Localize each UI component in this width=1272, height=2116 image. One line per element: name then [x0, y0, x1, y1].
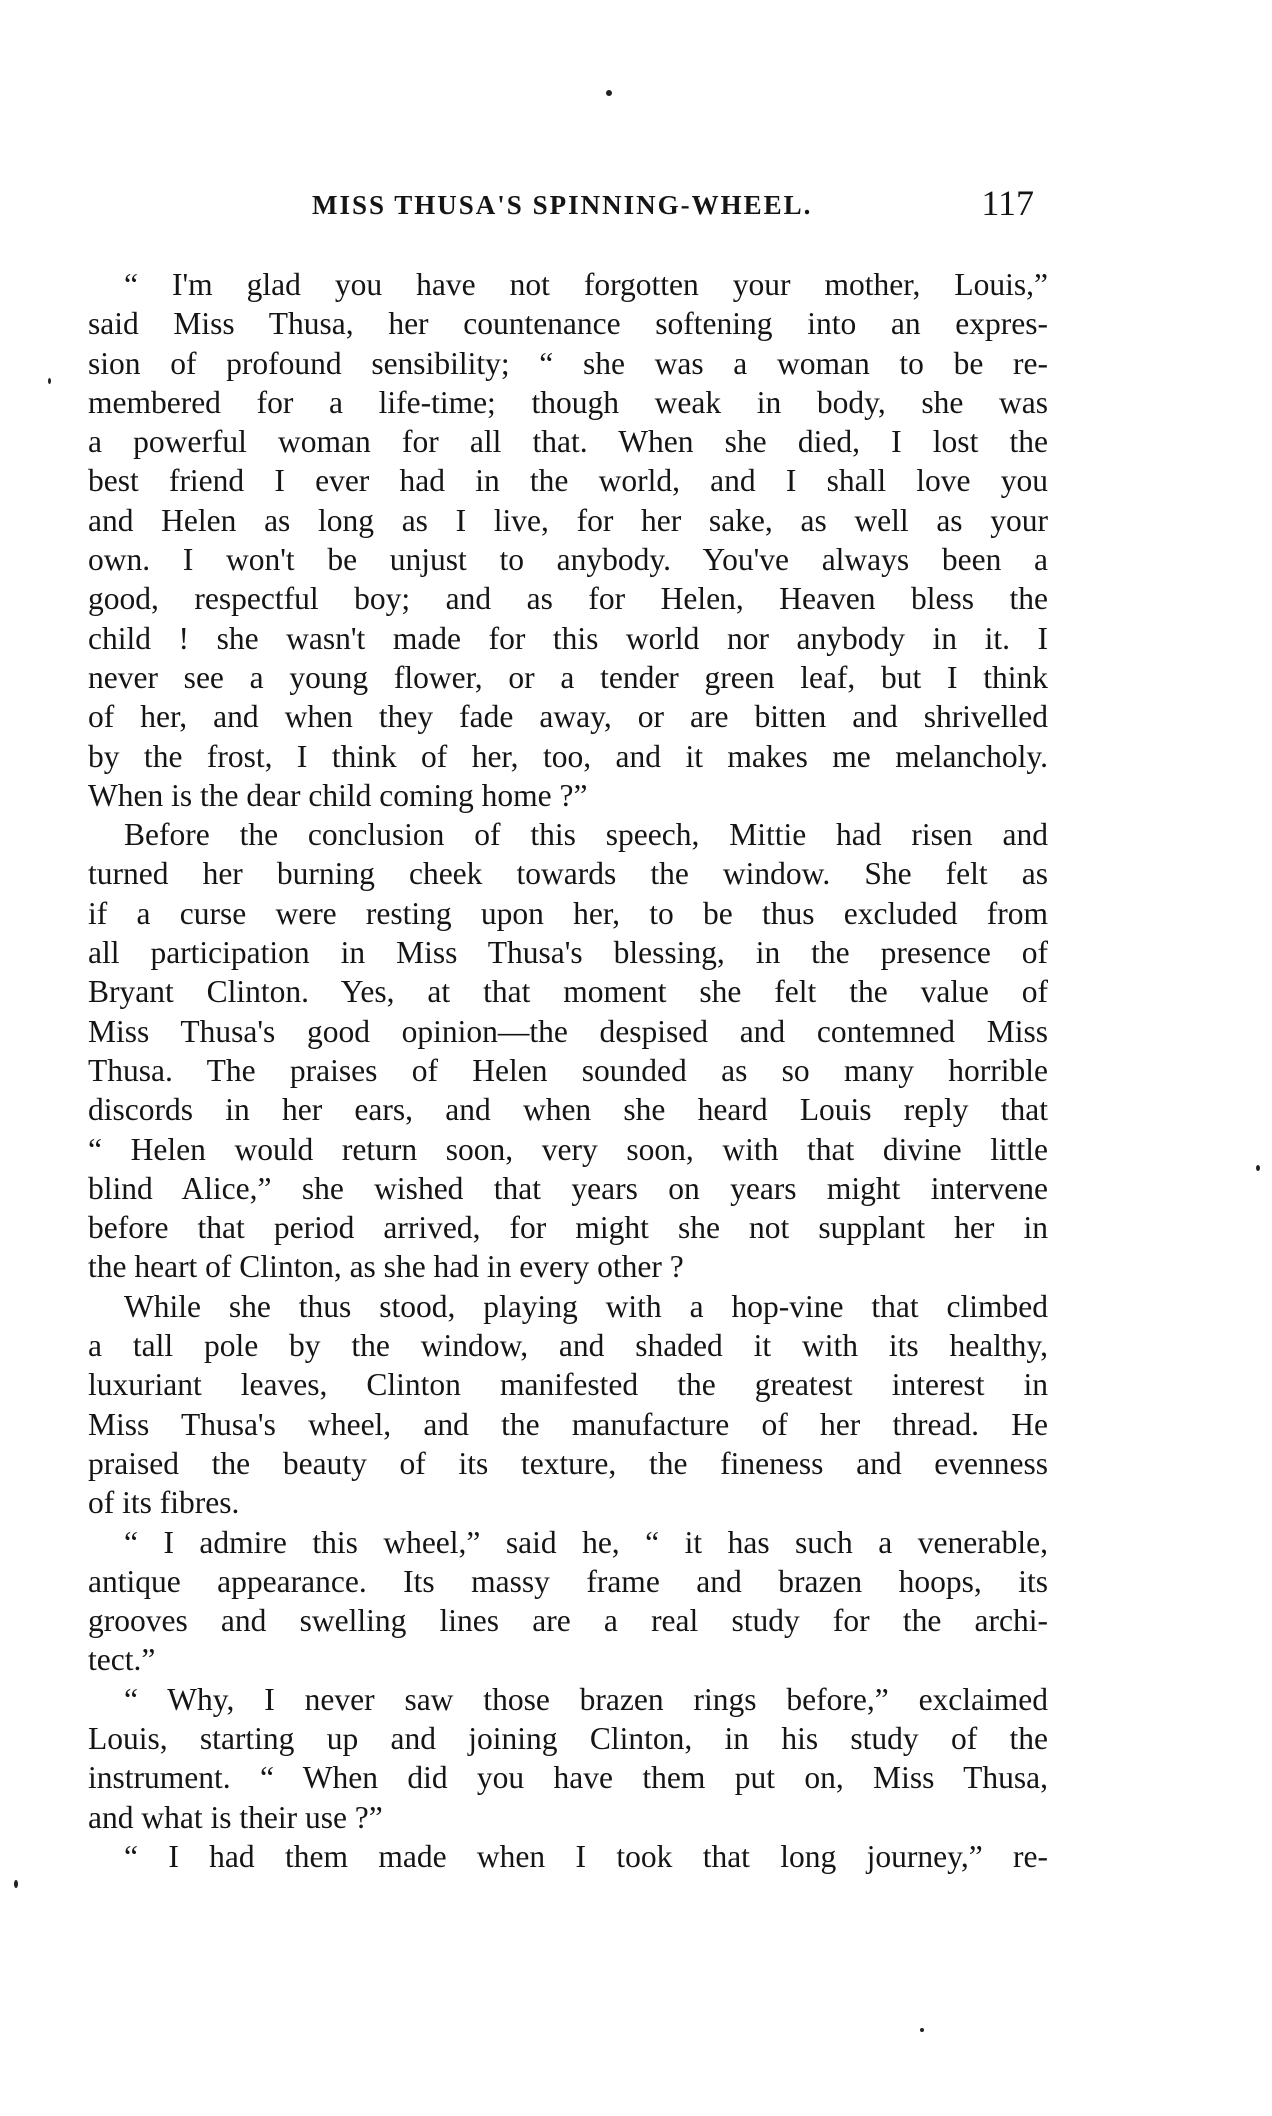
text-line: Thusa. The praises of Helen sounded as so many horrible — [88, 1052, 1048, 1088]
text-line: said Miss Thusa, her countenance softening into an expres- — [88, 306, 1048, 342]
text-line: “ I'm glad you have not forgotten your mother, Louis,” — [124, 267, 1048, 302]
text-line: of her, and when they fade away, or are bitten and shrivelled — [88, 699, 1048, 735]
text-line: if a curse were resting upon her, to be thus excluded from — [88, 895, 1048, 931]
text-line: sion of profound sensibility; “ she was a woman to be re- — [88, 345, 1048, 381]
text-line: best friend I ever had in the world, and I shall love you — [88, 463, 1048, 499]
text-line: grooves and swelling lines are a real study for the archi- — [88, 1603, 1048, 1639]
text-line: “ Why, I never saw those brazen rings before,” exclaimed — [124, 1681, 1048, 1717]
text-line: discords in her ears, and when she heard Louis reply that — [88, 1092, 1048, 1128]
text-line: and what is their use ?” — [88, 1799, 383, 1835]
text-line: blind Alice,” she wished that years on years might intervene — [88, 1170, 1048, 1206]
scan-speck — [1256, 1165, 1260, 1171]
text-line: a tall pole by the window, and shaded it with its healthy, — [88, 1328, 1048, 1364]
text-line: Miss Thusa's wheel, and the manufacture of her thread. He — [88, 1406, 1048, 1442]
page-number: 117 — [981, 183, 1034, 223]
text-line: “ Helen would return soon, very soon, with that divine little — [88, 1131, 1048, 1167]
text-line: “ I admire this wheel,” said he, “ it has such a venerable, — [124, 1524, 1048, 1560]
text-line: all participation in Miss Thusa's blessing, in the presence of — [88, 935, 1048, 971]
text-line: praised the beauty of its texture, the fineness and evenness — [88, 1445, 1048, 1481]
text-line: turned her burning cheek towards the window. She felt as — [88, 856, 1048, 892]
text-line: a powerful woman for all that. When she died, I lost the — [88, 424, 1048, 460]
running-title: MISS THUSA'S SPINNING-WHEEL. — [312, 190, 813, 220]
text-line: Miss Thusa's good opinion—the despised and contemned Miss — [88, 1013, 1048, 1049]
text-line: before that period arrived, for might she not supplant her in — [88, 1210, 1048, 1246]
text-line: Bryant Clinton. Yes, at that moment she felt the value of — [88, 974, 1048, 1010]
page-header — [88, 182, 1048, 232]
text-line: Louis, starting up and joining Clinton, in his study of the — [88, 1720, 1048, 1756]
text-line: When is the dear child coming home ?” — [88, 777, 588, 813]
body-text — [88, 265, 1048, 1876]
text-line: membered for a life-time; though weak in body, she was — [88, 384, 1048, 420]
text-line: by the frost, I think of her, too, and it makes me melancholy. — [88, 738, 1048, 774]
text-line: child ! she wasn't made for this world nor anybody in it. I — [88, 620, 1048, 656]
text-line: luxuriant leaves, Clinton manifested the greatest interest in — [88, 1367, 1048, 1403]
scan-speck — [48, 378, 51, 384]
text-line: the heart of Clinton, as she had in every other ? — [88, 1249, 684, 1285]
text-line: “ I had them made when I took that long journey,” re- — [124, 1838, 1048, 1874]
text-line: instrument. “ When did you have them put on, Miss Thusa, — [88, 1760, 1048, 1796]
text-line: antique appearance. Its massy frame and brazen hoops, its — [88, 1563, 1048, 1599]
scan-speck — [606, 90, 612, 96]
text-line: own. I won't be unjust to anybody. You've always been a — [88, 542, 1048, 578]
text-line: Before the conclusion of this speech, Mittie had risen and — [124, 817, 1048, 853]
text-line: never see a young flower, or a tender green leaf, but I think — [88, 659, 1048, 695]
text-line: and Helen as long as I live, for her sake, as well as your — [88, 502, 1048, 538]
scan-speck — [14, 1880, 18, 1888]
text-line: While she thus stood, playing with a hop-vine that climbed — [124, 1288, 1048, 1324]
text-line: tect.” — [88, 1642, 156, 1678]
scan-speck — [920, 2028, 924, 2032]
text-line: good, respectful boy; and as for Helen, Heaven bless the — [88, 581, 1048, 617]
text-line: of its fibres. — [88, 1485, 240, 1521]
